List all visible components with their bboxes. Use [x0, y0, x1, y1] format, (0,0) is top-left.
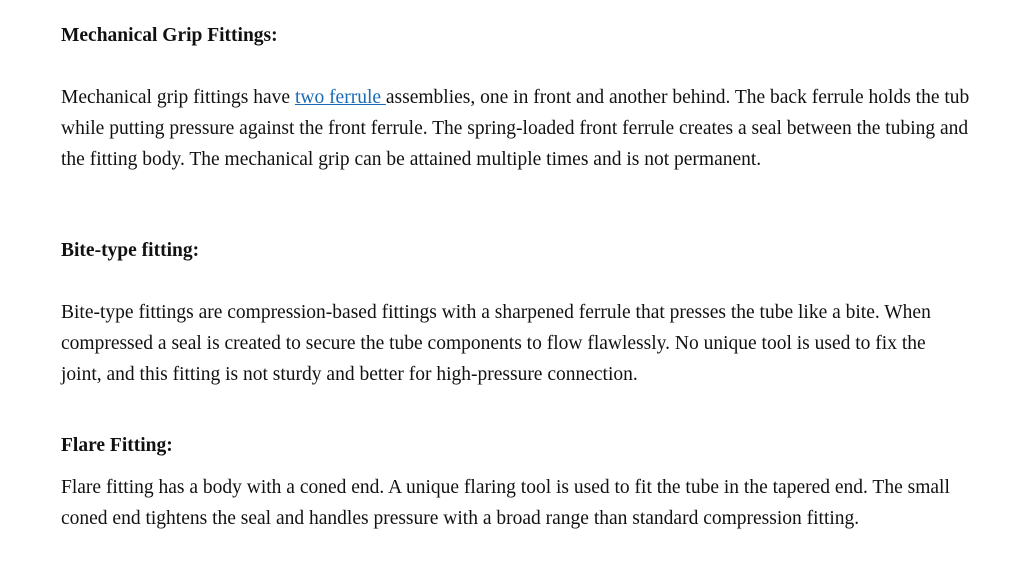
section-heading-flare-fitting: Flare Fitting: — [61, 435, 173, 456]
paragraph-text: Mechanical grip fittings have — [61, 87, 295, 108]
section-paragraph-flare-fitting: Flare fitting has a body with a coned end. A unique flaring tool is used to fit the tube in the tapered end. The small coned end tightens the seal and handles pressure with a broad range than standard compression fitting. — [61, 477, 950, 529]
section-heading-bite-type: Bite-type fitting: — [61, 240, 200, 261]
section-paragraph-mechanical-grip — [61, 82, 971, 175]
section-paragraph-bite-type: Bite-type fittings are compression-based fittings with a sharpened ferrule that presses the tube like a bite. When compressed a seal is created to secure the tube components to flow flawlessly. No unique tool is used to fix the joint, and this fitting is not sturdy and better for high-pressure connection. — [61, 302, 931, 385]
section-heading-mechanical-grip: Mechanical Grip Fittings: — [61, 25, 278, 46]
paragraph-text: assemblies, one in front and another behind. The back ferrule holds the tub while putting pressure against the front ferrule. The spring-loaded front ferrule creates a seal between the tubing and the fitting body. The mechanical grip can be attained multiple times and is not permanent. — [61, 87, 970, 170]
two-ferrule-link[interactable]: two ferrule — [294, 87, 386, 108]
